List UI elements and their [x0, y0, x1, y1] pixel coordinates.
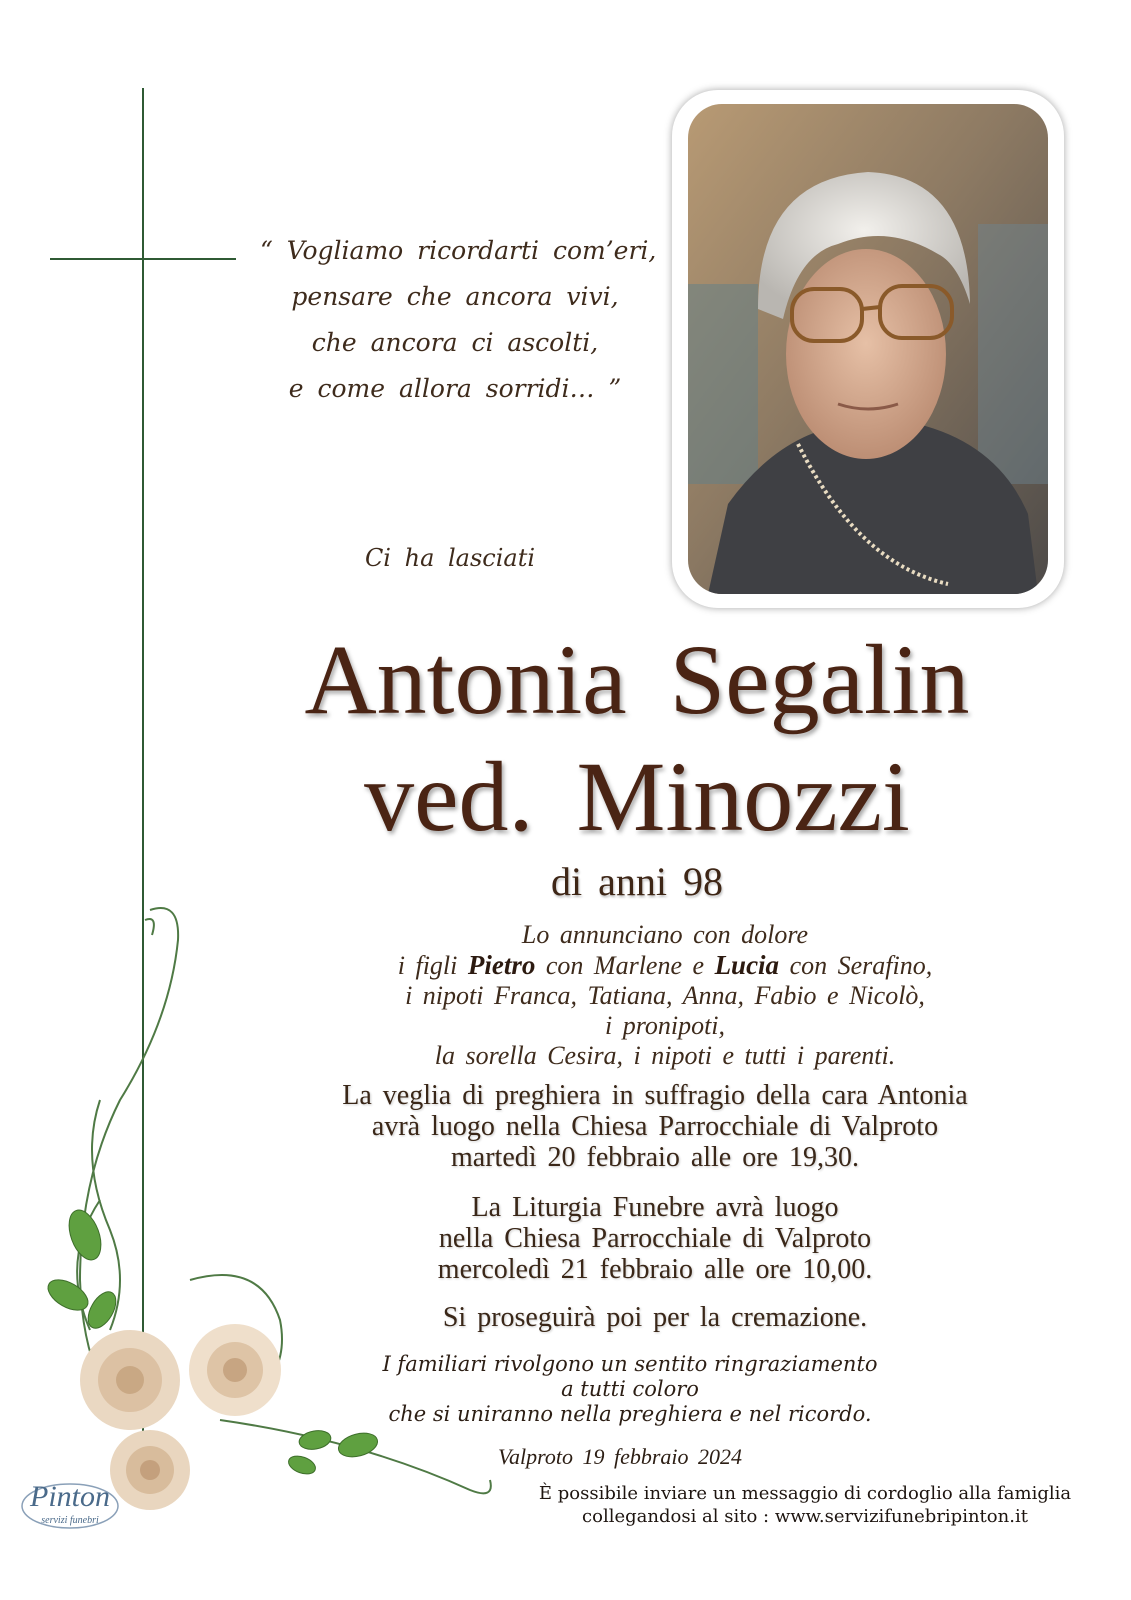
funeral-line: nella Chiesa Parrocchiale di Valproto	[438, 1223, 872, 1254]
announcement-text: i figli	[397, 951, 468, 980]
quote-line: che ancora ci ascolti,	[311, 328, 599, 357]
portrait-photo	[688, 104, 1048, 594]
deceased-married-name: ved. Minozzi	[364, 741, 910, 852]
memorial-quote	[260, 228, 657, 412]
quote-line: pensare che ancora vivi,	[291, 282, 619, 311]
vigil-line: martedì 20 febbraio alle ore 19,30.	[451, 1142, 859, 1173]
logo-name: Pinton	[30, 1480, 110, 1513]
announcement-line: i nipoti Franca, Tatiana, Anna, Fabio e Nicolò,	[405, 981, 925, 1010]
vigil-line: La veglia di preghiera in suffragio della cara Antonia	[342, 1080, 968, 1111]
thanks-line: I familiari rivolgono un sentito ringraziamento	[382, 1352, 878, 1376]
floral-decoration	[40, 900, 510, 1540]
quote-line: e come allora sorridi… ”	[288, 374, 622, 403]
funeral-line: La Liturgia Funebre avrà luogo	[471, 1192, 839, 1223]
thanks-line: a tutti coloro	[561, 1377, 699, 1401]
child-name: Pietro	[467, 950, 536, 980]
announcement-line: i pronipoti,	[604, 1011, 726, 1040]
logo-subtitle: servizi funebri	[41, 1515, 99, 1526]
cross-horizontal-line	[50, 258, 236, 260]
intro-text: Ci ha lasciati	[364, 544, 536, 572]
footer-line: È possibile inviare un messaggio di cordoglio alla famiglia	[538, 1483, 1072, 1504]
funeral-line: mercoledì 21 febbraio alle ore 10,00.	[437, 1254, 873, 1285]
footer-line[interactable]: collegandosi al sito : www.servizifunebripinton.it	[582, 1506, 1028, 1527]
thanks-line: che si uniranno nella preghiera e nel ricordo.	[388, 1402, 872, 1426]
place-date: Valproto 19 febbraio 2024	[497, 1444, 743, 1469]
vigil-line: avrà luogo nella Chiesa Parrocchiale di Valproto	[371, 1111, 939, 1142]
child-name: Lucia	[714, 950, 780, 980]
quote-line: “ Vogliamo ricordarti com’eri,	[260, 236, 657, 265]
cremation-note: Si proseguirà poi per la cremazione.	[442, 1302, 868, 1333]
deceased-age: di anni 98	[551, 859, 723, 904]
deceased-name: Antonia Segalin	[304, 624, 970, 735]
announcement-line: Lo annunciano con dolore	[521, 920, 809, 949]
announcement-line: la sorella Cesira, i nipoti e tutti i parenti.	[434, 1041, 896, 1070]
announcement-text: con Serafino,	[779, 951, 933, 980]
condolence-footer	[505, 1482, 1105, 1528]
announcement-text: con Marlene e	[535, 951, 715, 980]
